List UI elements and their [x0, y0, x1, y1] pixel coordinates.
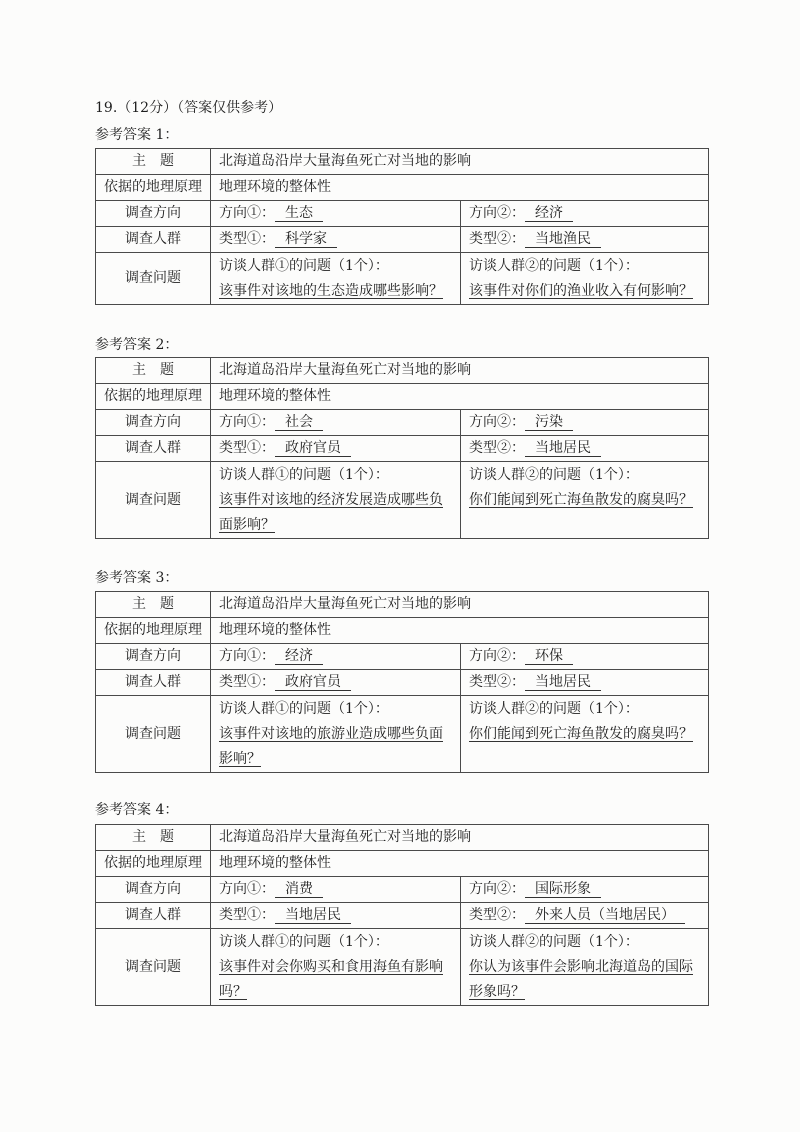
question-1-text: 该事件对会你购买和食用海鱼有影响吗？	[219, 959, 443, 1000]
question-2-text: 你们能闻到死亡海鱼散发的腐臭吗？	[469, 726, 693, 742]
direction-row	[96, 410, 709, 436]
theme-row	[96, 592, 709, 618]
question-row	[96, 696, 709, 773]
theme-label: 主 题	[96, 149, 211, 175]
principle-label: 依据的地理原理	[96, 618, 211, 644]
direction-label: 调查方向	[96, 877, 211, 903]
question-row	[96, 462, 709, 539]
direction-1-value: 生态	[275, 205, 323, 222]
group-row	[96, 436, 709, 462]
group-2-cell	[461, 227, 709, 253]
group-1-cell	[211, 903, 461, 929]
principle-row	[96, 851, 709, 877]
question-1-cell	[211, 462, 461, 539]
question-2-cell	[461, 253, 709, 305]
question-row	[96, 253, 709, 305]
group-row	[96, 670, 709, 696]
direction-row	[96, 644, 709, 670]
direction-2-value: 污染	[525, 414, 573, 431]
group-1-cell	[211, 436, 461, 462]
direction-2-prefix: 方向②：	[469, 881, 525, 897]
direction-1-cell	[211, 410, 461, 436]
group-label: 调查人群	[96, 436, 211, 462]
answer-1-label: 参考答案 1：	[95, 127, 179, 143]
direction-1-value: 社会	[275, 414, 323, 431]
group-label: 调查人群	[96, 903, 211, 929]
group-1-prefix: 类型①：	[219, 231, 275, 247]
direction-2-value: 经济	[525, 205, 573, 222]
direction-2-cell	[461, 877, 709, 903]
answer-4-table	[95, 824, 709, 1006]
question-1-cell	[211, 253, 461, 305]
answer-3-table	[95, 591, 709, 773]
group-2-prefix: 类型②：	[469, 440, 525, 456]
question-1-prefix: 访谈人群①的问题（1个）：	[219, 934, 389, 950]
group-1-value: 政府官员	[275, 440, 351, 457]
question-2-text: 你认为该事件会影响北海道岛的国际形象吗？	[469, 959, 693, 1000]
question-2-cell	[461, 696, 709, 773]
group-label: 调查人群	[96, 227, 211, 253]
principle-row	[96, 384, 709, 410]
direction-1-cell	[211, 201, 461, 227]
direction-label: 调查方向	[96, 410, 211, 436]
principle-row	[96, 175, 709, 201]
answer-2-table	[95, 357, 709, 539]
direction-2-prefix: 方向②：	[469, 205, 525, 221]
group-2-prefix: 类型②：	[469, 907, 525, 923]
group-2-value: 当地居民	[525, 440, 601, 457]
direction-row	[96, 201, 709, 227]
group-1-cell	[211, 227, 461, 253]
group-2-prefix: 类型②：	[469, 231, 525, 247]
principle-row	[96, 618, 709, 644]
group-2-value: 当地居民	[525, 674, 601, 691]
group-1-prefix: 类型①：	[219, 440, 275, 456]
question-label: 调查问题	[96, 929, 211, 1006]
principle-value: 地理环境的整体性	[211, 618, 709, 644]
theme-value: 北海道岛沿岸大量海鱼死亡对当地的影响	[211, 825, 709, 851]
question-2-cell	[461, 462, 709, 539]
question-1-cell	[211, 929, 461, 1006]
principle-label: 依据的地理原理	[96, 175, 211, 201]
direction-1-prefix: 方向①：	[219, 881, 275, 897]
answer-3-label: 参考答案 3：	[95, 570, 179, 586]
theme-row	[96, 149, 709, 175]
direction-2-cell	[461, 201, 709, 227]
theme-value: 北海道岛沿岸大量海鱼死亡对当地的影响	[211, 149, 709, 175]
group-row	[96, 903, 709, 929]
question-2-cell	[461, 929, 709, 1006]
principle-value: 地理环境的整体性	[211, 384, 709, 410]
group-2-value: 当地渔民	[525, 231, 601, 248]
group-2-cell	[461, 436, 709, 462]
theme-label: 主 题	[96, 592, 211, 618]
direction-1-cell	[211, 644, 461, 670]
direction-2-prefix: 方向②：	[469, 414, 525, 430]
direction-1-prefix: 方向①：	[219, 414, 275, 430]
direction-label: 调查方向	[96, 644, 211, 670]
direction-label: 调查方向	[96, 201, 211, 227]
theme-row	[96, 825, 709, 851]
direction-2-value: 国际形象	[525, 881, 601, 898]
principle-label: 依据的地理原理	[96, 851, 211, 877]
theme-value: 北海道岛沿岸大量海鱼死亡对当地的影响	[211, 358, 709, 384]
group-2-value: 外来人员（当地居民）	[525, 907, 685, 924]
group-row	[96, 227, 709, 253]
theme-row	[96, 358, 709, 384]
theme-label: 主 题	[96, 825, 211, 851]
question-1-prefix: 访谈人群①的问题（1个）：	[219, 467, 389, 483]
question-label: 调查问题	[96, 696, 211, 773]
question-1-text: 该事件对该地的经济发展造成哪些负面影响？	[219, 492, 443, 533]
group-1-prefix: 类型①：	[219, 907, 275, 923]
group-1-value: 政府官员	[275, 674, 351, 691]
question-1-prefix: 访谈人群①的问题（1个）：	[219, 258, 389, 274]
question-2-prefix: 访谈人群②的问题（1个）：	[469, 258, 639, 274]
question-1-text: 该事件对该地的旅游业造成哪些负面影响？	[219, 726, 443, 767]
direction-1-prefix: 方向①：	[219, 648, 275, 664]
group-1-cell	[211, 670, 461, 696]
direction-1-value: 消费	[275, 881, 323, 898]
answer-2-label: 参考答案 2：	[95, 337, 179, 353]
group-label: 调查人群	[96, 670, 211, 696]
question-2-text: 你们能闻到死亡海鱼散发的腐臭吗？	[469, 492, 693, 508]
direction-row	[96, 877, 709, 903]
direction-2-cell	[461, 410, 709, 436]
theme-label: 主 题	[96, 358, 211, 384]
question-1-prefix: 访谈人群①的问题（1个）：	[219, 701, 389, 717]
question-2-prefix: 访谈人群②的问题（1个）：	[469, 701, 639, 717]
group-1-prefix: 类型①：	[219, 674, 275, 690]
group-2-cell	[461, 903, 709, 929]
group-2-cell	[461, 670, 709, 696]
direction-2-value: 环保	[525, 648, 573, 665]
direction-1-value: 经济	[275, 648, 323, 665]
principle-label: 依据的地理原理	[96, 384, 211, 410]
question-2-prefix: 访谈人群②的问题（1个）：	[469, 934, 639, 950]
answer-1-table	[95, 148, 709, 305]
direction-2-prefix: 方向②：	[469, 648, 525, 664]
question-2-prefix: 访谈人群②的问题（1个）：	[469, 467, 639, 483]
direction-1-cell	[211, 877, 461, 903]
question-1-text: 该事件对该地的生态造成哪些影响？	[219, 283, 443, 299]
question-label: 调查问题	[96, 462, 211, 539]
question-2-text: 该事件对你们的渔业收入有何影响？	[469, 283, 693, 299]
principle-value: 地理环境的整体性	[211, 175, 709, 201]
group-1-value: 科学家	[275, 231, 337, 248]
question-title: 19.（12分）（答案仅供参考）	[95, 100, 283, 116]
theme-value: 北海道岛沿岸大量海鱼死亡对当地的影响	[211, 592, 709, 618]
question-row	[96, 929, 709, 1006]
question-1-cell	[211, 696, 461, 773]
answer-4-label: 参考答案 4：	[95, 802, 179, 818]
question-label: 调查问题	[96, 253, 211, 305]
principle-value: 地理环境的整体性	[211, 851, 709, 877]
group-2-prefix: 类型②：	[469, 674, 525, 690]
group-1-value: 当地居民	[275, 907, 351, 924]
direction-1-prefix: 方向①：	[219, 205, 275, 221]
direction-2-cell	[461, 644, 709, 670]
